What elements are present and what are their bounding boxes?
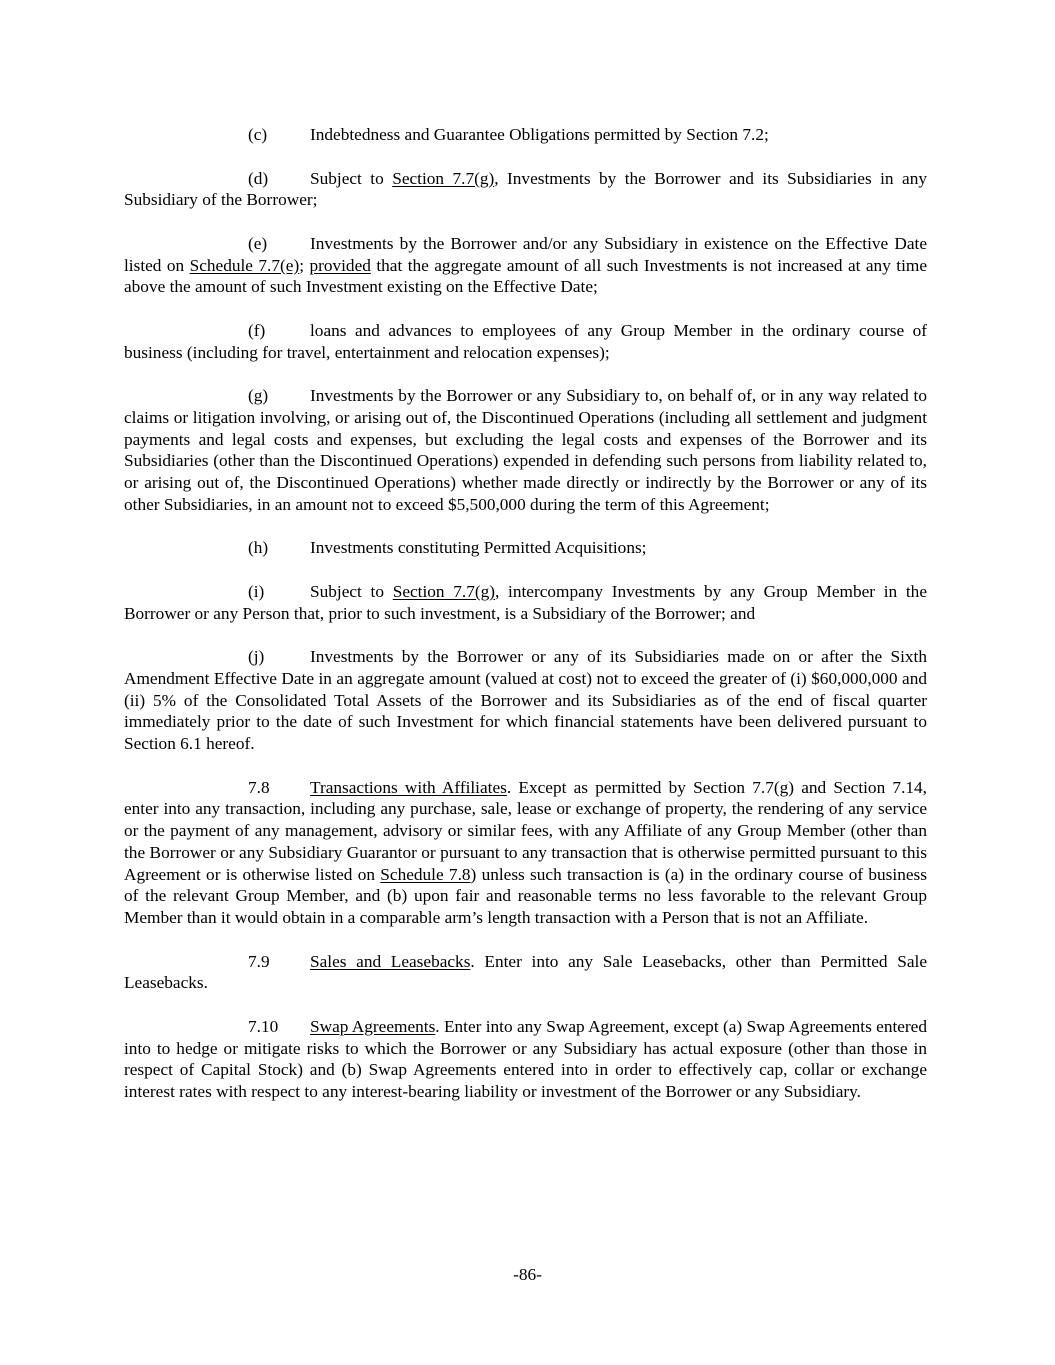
clause-e: [124, 233, 927, 298]
section-text: ) unless such transaction is (a) in the ordinary course of business of the relevant Group Member, and (b) upon fair and reasonable terms no less favorable to the relevant Group Member than it would obtain in a comparable arm’s length transaction with a Person that is not an Affiliate.: [124, 864, 927, 927]
clause-marker: (e): [248, 233, 268, 253]
clause-text: , intercompany Investments by any Group Member in the Borrower or any Person that, prior to such investment, is a Subsidiary of the Borrower; and: [124, 581, 927, 623]
section-7-8: [124, 777, 927, 929]
section-heading: Transactions with Affiliates: [310, 777, 507, 797]
clause-text: Investments constituting Permitted Acquisitions;: [310, 538, 647, 558]
clause-text: Indebtedness and Guarantee Obligations permitted by Section 7.2;: [310, 125, 769, 144]
section-reference: Section 7.7(g): [392, 581, 495, 601]
clause-text: Investments by the Borrower or any of its Subsidiaries made on or after the Sixth Amendment Effective Date in an aggregate amount (valued at cost) not to exceed the greater of (i) $60,000,000 and (ii) 5% of the Consolidated Total Assets of the Borrower and its Subsidiaries as of the end of fiscal quarter immediately prior to the date of such Investment for which financial statements have been delivered pursuant to Section 6.1 hereof.: [124, 647, 927, 753]
section-7-9: [124, 951, 927, 995]
section-number: 7.8: [248, 777, 270, 797]
proviso-term: provided: [309, 255, 371, 275]
section-heading: Swap Agreements: [310, 1016, 436, 1036]
clause-marker: (g): [248, 386, 269, 405]
document-body: [124, 124, 927, 1125]
clause-marker: (h): [248, 538, 269, 558]
clause-text: Investments by the Borrower and/or any Subsidiary in existence on the Effective Date listed on: [124, 233, 927, 275]
clause-marker: (c): [248, 125, 268, 144]
clause-j: [124, 646, 927, 755]
section-number: 7.10: [248, 1016, 279, 1036]
clause-marker: (d): [248, 168, 269, 188]
section-text: . Except as permitted by Section 7.7(g) and Section 7.14, enter into any transaction, including any purchase, sale, lease or exchange of property, the rendering of any service or the payment of any management, advisory or similar fees, with any Affiliate of any Group Member (other than the Borrower or any Subsidiary Guarantor or pursuant to any transaction that is otherwise permitted pursuant to this Agreement or is otherwise listed on: [124, 777, 927, 884]
clause-h: [124, 537, 927, 559]
clause-text: Investments by the Borrower or any Subsidiary to, on behalf of, or in any way related to claims or litigation involving, or arising out of, the Discontinued Operations (including all settlement and judgment payments and legal costs and expenses, but excluding the legal costs and expenses of the Borrower and its Subsidiaries (other than the Discontinued Operations) expended in defending such persons from liability related to, or arising out of, the Discontinued Operations) whether made directly or indirectly by the Borrower or any of its other Subsidiaries, in an amount not to exceed $5,500,000 during the term of this Agreement;: [124, 386, 927, 514]
clause-c: [124, 124, 927, 146]
schedule-reference: Schedule 7.8: [380, 864, 471, 884]
page-number: -86-: [513, 1265, 542, 1284]
clause-d: [124, 168, 927, 212]
clause-text: Subject to: [310, 168, 393, 188]
clause-f: [124, 320, 927, 364]
clause-marker: (i): [248, 581, 265, 601]
clause-marker: (j): [248, 647, 265, 666]
clause-g: [124, 385, 927, 516]
section-text: . Enter into any Swap Agreement, except (a) Swap Agreements entered into to hedge or mitigate risks to which the Borrower or any Subsidiary has actual exposure (other than those in respect of Capital Stock) and (b) Swap Agreements entered into in order to effectively cap, collar or exchange interest rates with respect to any interest-bearing liability or investment of the Borrower or any Subsidiary.: [124, 1016, 927, 1101]
clause-marker: (f): [248, 320, 266, 340]
section-heading: Sales and Leasebacks: [310, 951, 471, 971]
clause-text: that the aggregate amount of all such Investments is not increased at any time above the amount of such Investment existing on the Effective Date;: [124, 255, 927, 297]
section-reference: Section 7.7(g): [392, 168, 495, 188]
clause-text: ;: [299, 255, 310, 275]
section-text: . Enter into any Sale Leasebacks, other than Permitted Sale Leasebacks.: [124, 951, 927, 993]
section-number: 7.9: [248, 951, 270, 971]
section-7-10: [124, 1016, 927, 1103]
clause-i: [124, 581, 927, 625]
clause-text: loans and advances to employees of any Group Member in the ordinary course of business (including for travel, entertainment and relocation expenses);: [124, 320, 927, 362]
clause-text: , Investments by the Borrower and its Subsidiaries in any Subsidiary of the Borrower;: [124, 168, 927, 210]
clause-text: Subject to: [310, 581, 393, 601]
schedule-reference: Schedule 7.7(e): [189, 255, 300, 275]
